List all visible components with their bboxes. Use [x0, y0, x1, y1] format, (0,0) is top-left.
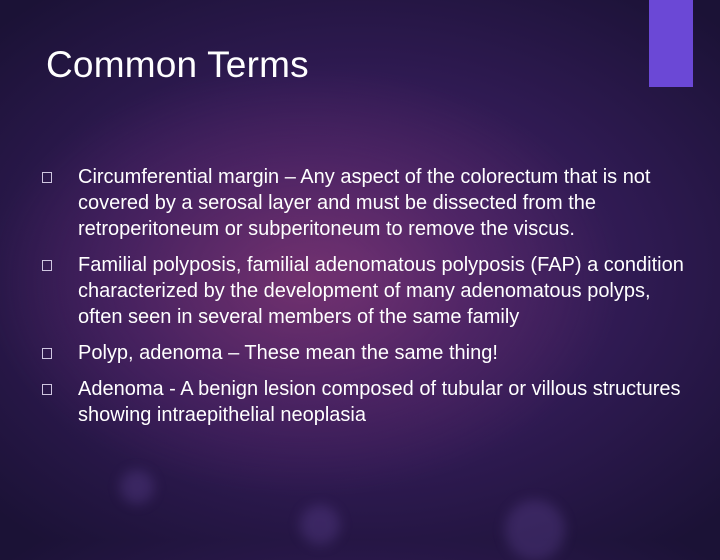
bullet-text: Familial polyposis, familial adenomatous polyposis (FAP) a condition characterized by the development of many adenomatous polyps, often seen in several members of the same family — [78, 254, 684, 328]
bullet-item — [42, 340, 692, 366]
background-bokeh — [120, 470, 154, 504]
bullet-item — [42, 252, 692, 330]
background-bokeh — [505, 500, 565, 560]
bullet-text: Adenoma - A benign lesion composed of tubular or villous structures showing intraepithelial neoplasia — [78, 378, 681, 426]
bullet-text: Polyp, adenoma – These mean the same thing! — [78, 342, 498, 364]
slide-title: Common Terms — [46, 44, 309, 85]
bullet-text: Circumferential margin – Any aspect of the colorectum that is not covered by a serosal layer and must be dissected from the retroperitoneum or subperitoneum to remove the viscus. — [78, 166, 651, 240]
bullet-list — [42, 164, 692, 438]
bullet-item — [42, 164, 692, 242]
bullet-item — [42, 376, 692, 428]
square-bullet-icon — [42, 384, 52, 395]
accent-bar — [649, 0, 693, 87]
square-bullet-icon — [42, 172, 52, 183]
background-bokeh — [300, 505, 340, 545]
square-bullet-icon — [42, 348, 52, 359]
square-bullet-icon — [42, 260, 52, 271]
